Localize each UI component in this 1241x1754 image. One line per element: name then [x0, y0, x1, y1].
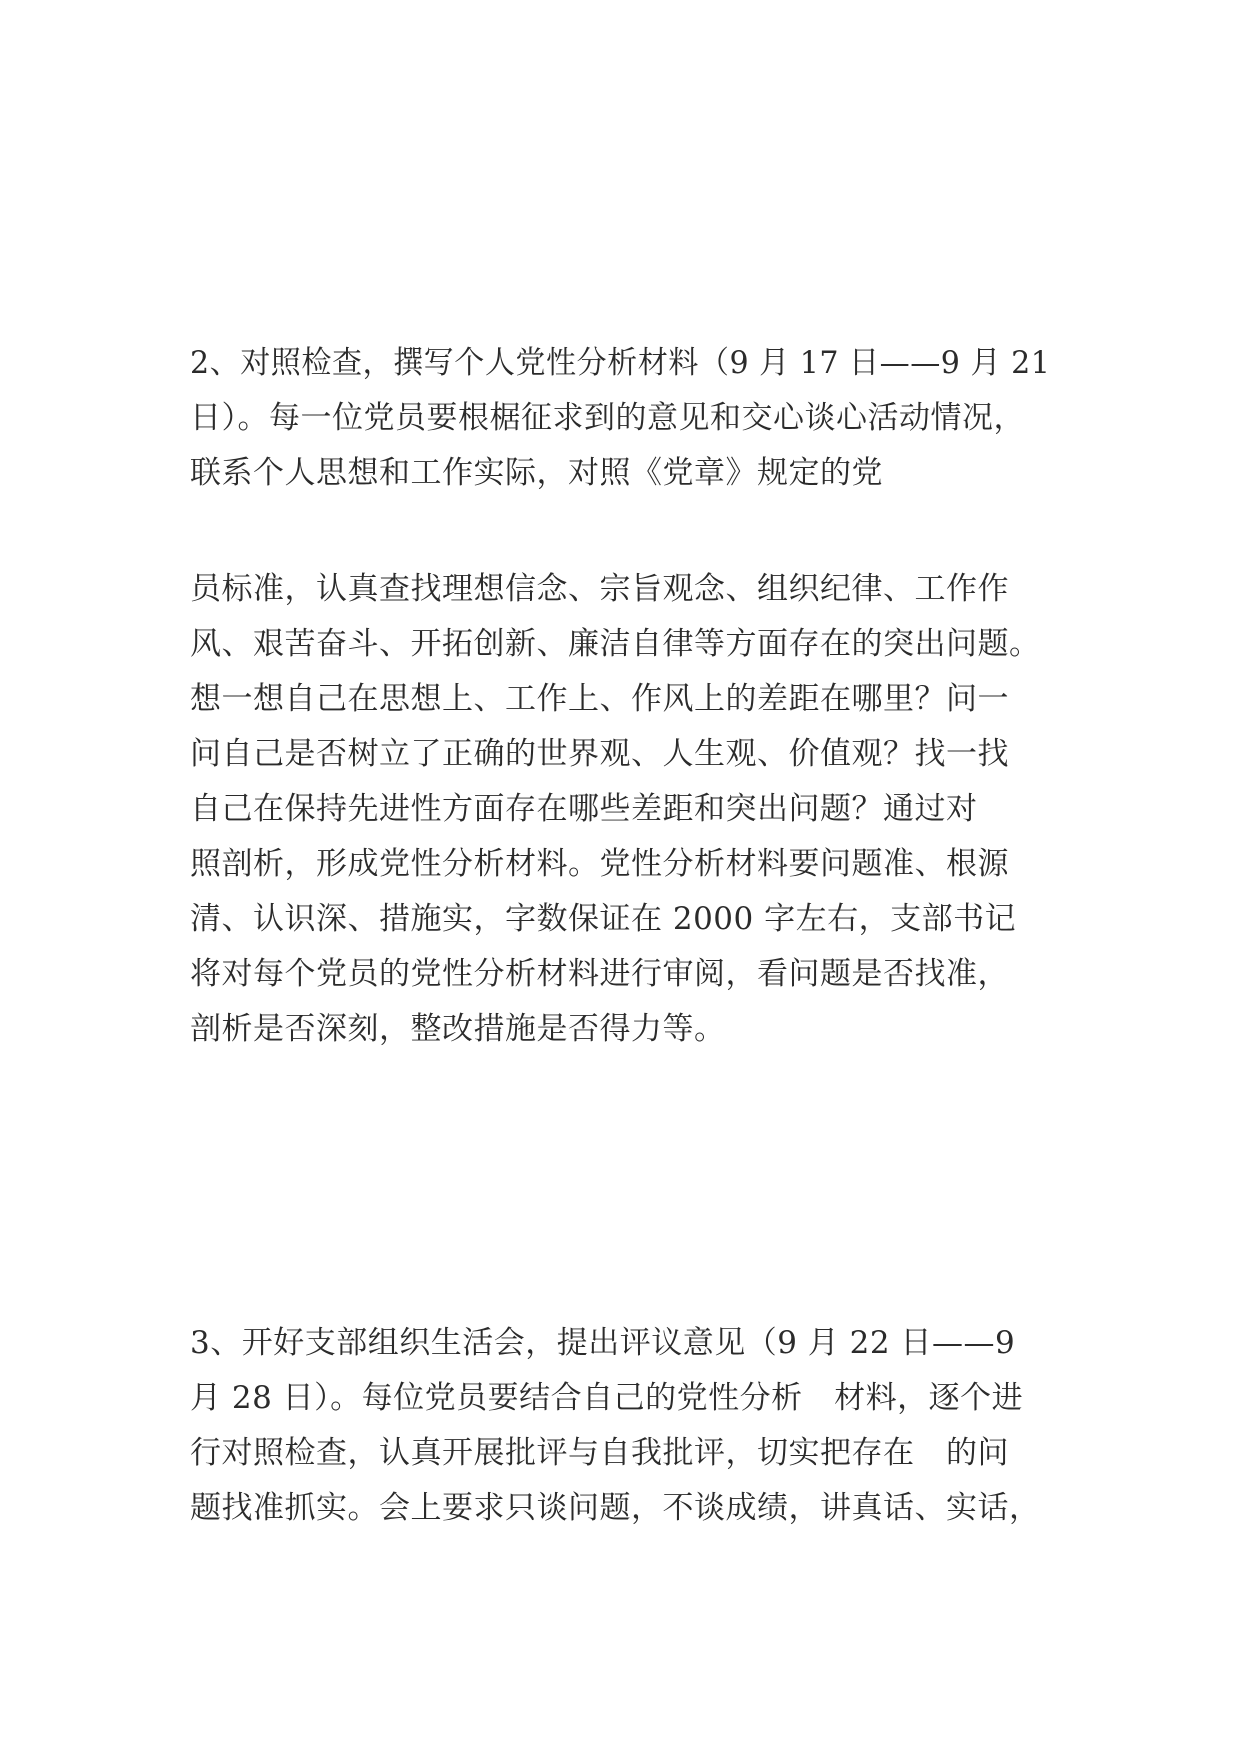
section2-line-10: 清、认识深、措施实，字数保证在 2000 字左右，支部书记: [190, 901, 1017, 937]
section2-line-7: 问自己是否树立了正确的世界观、人生观、价值观？找一找: [190, 736, 1009, 772]
section2-line-5: 风、艰苦奋斗、开拓创新、廉洁自律等方面存在的突出问题。: [190, 626, 1041, 662]
section2-line-4: 员标准，认真查找理想信念、宗旨观念、组织纪律、工作作: [190, 571, 1009, 607]
section2-line-11: 将对每个党员的党性分析材料进行审阅，看问题是否找准，: [190, 956, 1009, 992]
section2-line-2: 日）。每一位党员要根椐征求到的意见和交心谈心活动情况，: [190, 400, 1025, 436]
section2-line-9: 照剖析，形成党性分析材料。党性分析材料要问题准、根源: [190, 846, 1009, 882]
section2-line-6: 想一想自己在思想上、工作上、作风上的差距在哪里？问一: [190, 681, 1009, 717]
section2-line-12: 剖析是否深刻，整改措施是否得力等。: [190, 1011, 726, 1047]
section3-line-1: 3、开好支部组织生活会，提出评议意见（9 月 22 日——9: [190, 1325, 1016, 1361]
section3-line-4: 题找准抓实。会上要求只谈问题，不谈成绩，讲真话、实话，: [190, 1490, 1041, 1526]
section3-line-3: 行对照检查，认真开展批评与自我批评，切实把存在 的问: [190, 1435, 1009, 1471]
section2-line-1: 2、对照检查，撰写个人党性分析材料（9 月 17 日——9 月 21: [190, 345, 1051, 381]
section3-line-2: 月 28 日）。每位党员要结合自己的党性分析 材料，逐个进: [190, 1380, 1024, 1416]
section2-line-8: 自己在保持先进性方面存在哪些差距和突出问题？通过对: [190, 791, 978, 827]
section2-line-3: 联系个人思想和工作实际，对照《党章》规定的党: [190, 455, 883, 491]
